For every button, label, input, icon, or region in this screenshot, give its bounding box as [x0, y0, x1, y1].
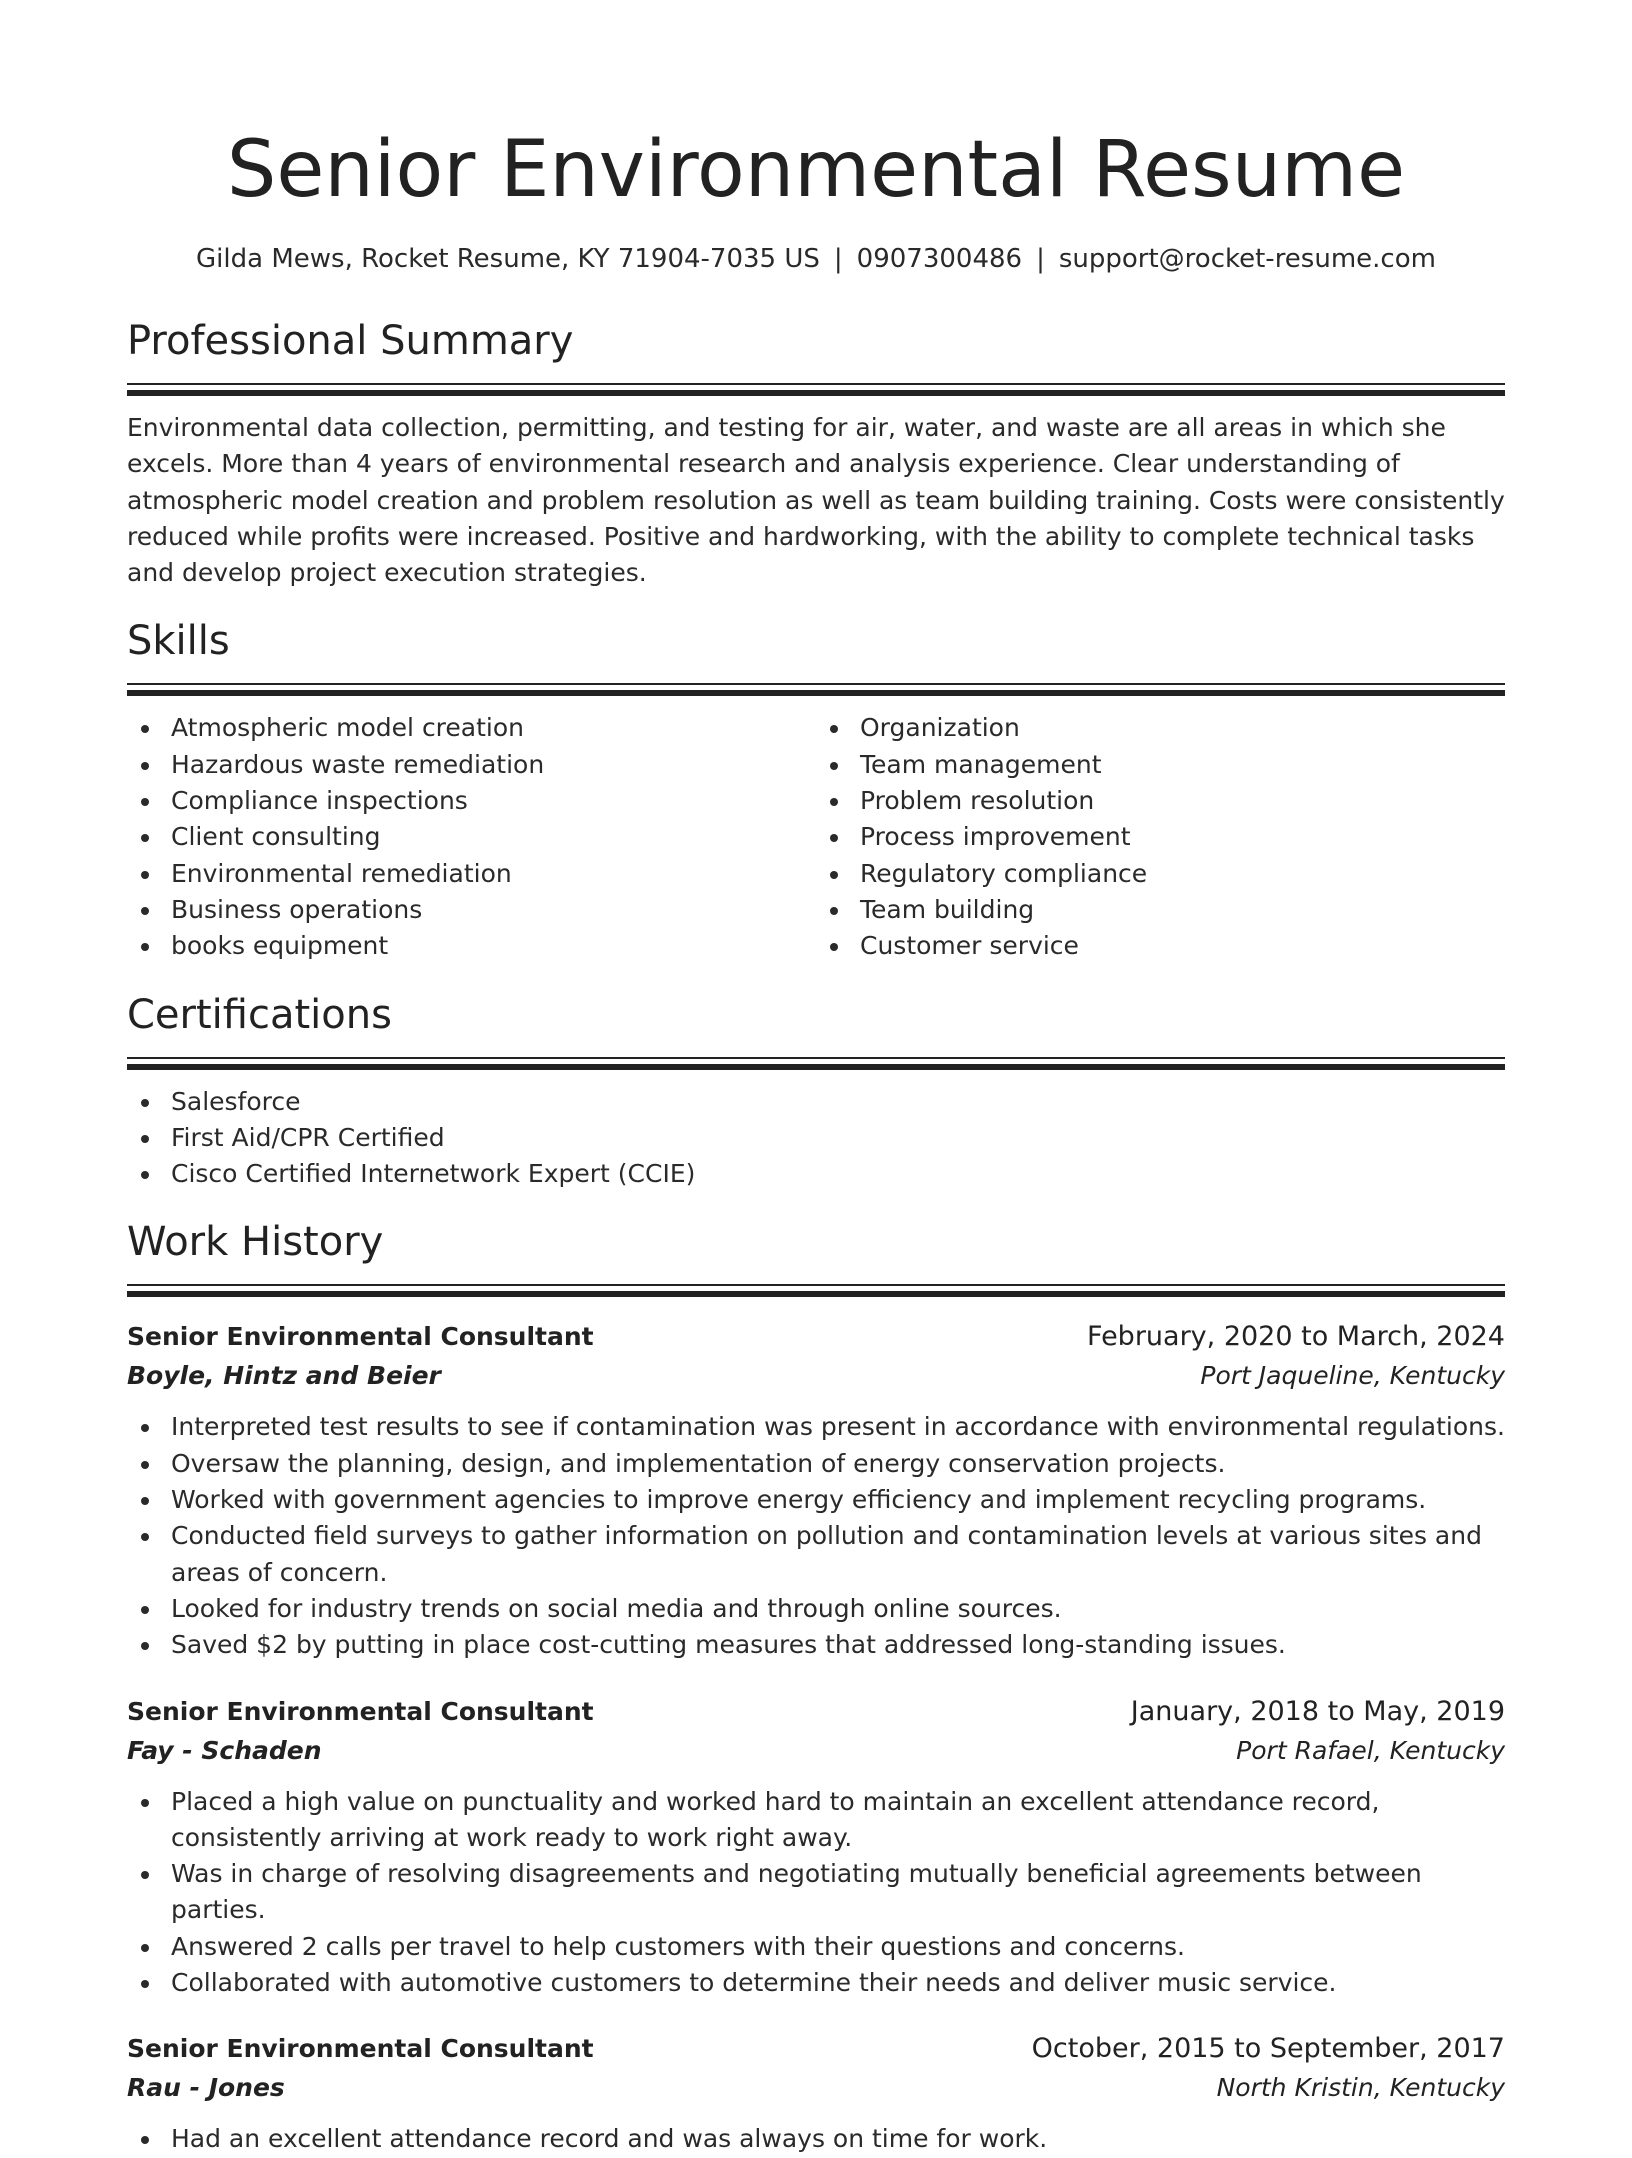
- list-item: Cisco Certified Internetwork Expert (CCIE): [127, 1156, 1505, 1192]
- jobs-list: [127, 1317, 1505, 2157]
- list-item: Oversaw the planning, design, and implementation of energy conservation projects.: [127, 1446, 1505, 1482]
- list-item: Interpreted test results to see if contamination was present in accordance with environmental regulations.: [127, 1409, 1505, 1445]
- job-location: North Kristin, Kentucky: [1216, 2073, 1505, 2103]
- job-entry: [127, 1317, 1505, 1663]
- job-header-row: [127, 1692, 1505, 1732]
- skills-list-right: [816, 710, 1505, 964]
- list-item: Placed a high value on punctuality and worked hard to maintain an excellent attendance record, consistently arriving at work ready to work right away.: [127, 1784, 1505, 1857]
- list-item: Compliance inspections: [127, 783, 816, 819]
- list-item: Was in charge of resolving disagreements and negotiating mutually beneficial agreements between parties.: [127, 1856, 1505, 1929]
- contact-separator: |: [833, 244, 843, 274]
- job-company-row: [127, 2069, 1505, 2107]
- skills-section: [127, 617, 1505, 964]
- job-company-row: [127, 1732, 1505, 1770]
- contact-line: [127, 241, 1505, 277]
- list-item: Conducted field surveys to gather information on pollution and contamination levels at various sites and areas of concern.: [127, 1518, 1505, 1591]
- job-dates: October, 2015 to September, 2017: [1031, 2033, 1505, 2065]
- skills-list-left: [127, 710, 816, 964]
- section-divider: [127, 383, 1505, 396]
- certifications-section: [127, 991, 1505, 1193]
- certifications-heading: Certifications: [127, 991, 392, 1038]
- list-item: Business operations: [127, 892, 816, 928]
- list-item: Hazardous waste remediation: [127, 747, 816, 783]
- work-history-section: [127, 1218, 1505, 2157]
- job-entry: [127, 2029, 1505, 2157]
- list-item: Worked with government agencies to improve energy efficiency and implement recycling programs.: [127, 1482, 1505, 1518]
- job-location: Port Rafael, Kentucky: [1236, 1735, 1505, 1765]
- resume-title: Senior Environmental Resume: [226, 125, 1406, 215]
- list-item: Process improvement: [816, 819, 1505, 855]
- job-header-row: [127, 1317, 1505, 1357]
- list-item: Customer service: [816, 928, 1505, 964]
- list-item: Client consulting: [127, 819, 816, 855]
- certifications-list: [127, 1084, 1505, 1193]
- job-header-row: [127, 2029, 1505, 2069]
- list-item: Team management: [816, 747, 1505, 783]
- skills-grid: [127, 710, 1505, 964]
- job-location: Port Jaqueline, Kentucky: [1200, 1361, 1505, 1391]
- section-divider: [127, 1284, 1505, 1297]
- list-item: Organization: [816, 710, 1505, 746]
- job-title: Senior Environmental Consultant: [127, 1322, 594, 1352]
- work-history-heading: Work History: [127, 1219, 384, 1266]
- list-item: Had an excellent attendance record and was always on time for work.: [127, 2121, 1505, 2157]
- list-item: Answered 2 calls per travel to help customers with their questions and concerns.: [127, 1929, 1505, 1965]
- list-item: Regulatory compliance: [816, 856, 1505, 892]
- contact-address: Gilda Mews, Rocket Resume, KY 71904-7035 US: [196, 244, 820, 274]
- section-divider: [127, 683, 1505, 696]
- summary-heading: Professional Summary: [127, 318, 574, 364]
- job-company: Fay - Schaden: [127, 1735, 322, 1765]
- job-entry: [127, 1692, 1505, 2002]
- job-dates: January, 2018 to May, 2019: [1130, 1695, 1505, 1727]
- job-bullets: [127, 1409, 1505, 1663]
- job-company: Rau - Jones: [127, 2073, 285, 2103]
- job-bullets: [127, 2121, 1505, 2157]
- list-item: books equipment: [127, 928, 816, 964]
- job-bullets: [127, 1784, 1505, 2002]
- job-company: Boyle, Hintz and Beier: [127, 1361, 441, 1391]
- list-item: Salesforce: [127, 1084, 1505, 1120]
- section-divider: [127, 1057, 1505, 1070]
- list-item: Team building: [816, 892, 1505, 928]
- summary-section: [127, 317, 1505, 591]
- list-item: Saved $2 by putting in place cost-cutting measures that addressed long-standing issues.: [127, 1627, 1505, 1663]
- list-item: Atmospheric model creation: [127, 710, 816, 746]
- job-company-row: [127, 1357, 1505, 1395]
- list-item: Collaborated with automotive customers to determine their needs and deliver music service.: [127, 1965, 1505, 2001]
- contact-email: support@rocket-resume.com: [1058, 244, 1436, 274]
- list-item: Problem resolution: [816, 783, 1505, 819]
- list-item: First Aid/CPR Certified: [127, 1120, 1505, 1156]
- list-item: Looked for industry trends on social media and through online sources.: [127, 1591, 1505, 1627]
- job-title: Senior Environmental Consultant: [127, 2034, 594, 2064]
- skills-heading: Skills: [127, 618, 230, 665]
- contact-phone: 0907300486: [856, 244, 1023, 274]
- job-dates: February, 2020 to March, 2024: [1087, 1321, 1505, 1353]
- list-item: Environmental remediation: [127, 856, 816, 892]
- summary-text: Environmental data collection, permitting, and testing for air, water, and waste are all areas in which she excels. More than 4 years of environmental research and analysis experience. Clear understanding of atmospheric model creation and problem resolution as well as team building training. Costs were consistently reduced while profits were increased. Positive and hardworking, with the ability to complete technical tasks and develop project execution strategies.: [127, 413, 1505, 588]
- contact-separator: |: [1036, 244, 1045, 274]
- job-title: Senior Environmental Consultant: [127, 1696, 594, 1726]
